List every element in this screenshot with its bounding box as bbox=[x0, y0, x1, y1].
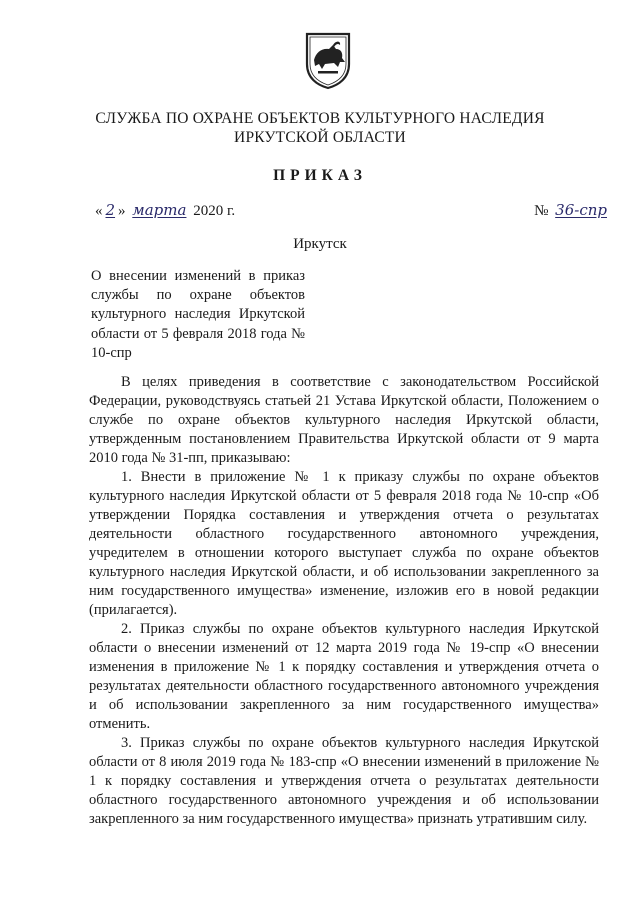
agency-name-line-2: ИРКУТСКОЙ ОБЛАСТИ bbox=[234, 129, 406, 146]
number-value: 36-спр bbox=[555, 201, 607, 219]
date-month: марта bbox=[132, 201, 187, 219]
coat-of-arms-icon bbox=[303, 30, 353, 90]
item-3-paragraph: 3. Приказ службы по охране объектов культурного наследия Иркутской области от 8 июля 2019 года № 183-спр «О внесении изменений в приложение № 1 к порядку составления и утверждения отчета о результатах деятельности областного государственного автономного учреждения и об использовании закрепленного за ним государственного имущества» признать утратившим силу. bbox=[89, 735, 599, 827]
document-title: ПРИКАЗ bbox=[273, 167, 367, 184]
date-day: 2 bbox=[105, 201, 116, 219]
document-subject: О внесении изменений в приказ службы по охране объектов культурного наследия Иркутской области от 5 февраля 2018 года № 10-спр bbox=[91, 268, 305, 361]
document-date: « 2 » марта 2020 г. bbox=[95, 201, 236, 219]
intro-paragraph: В целях приведения в соответствие с законодательством Российской Федерации, руководствуясь статьей 21 Устава Иркутской области, Положением о службе по охране объектов культурного наследия Иркутской области, утвержденным постановлением Правительства Иркутской области от 9 марта 2010 года № 31-пп, приказываю: bbox=[89, 374, 599, 466]
agency-name-line-1: СЛУЖБА ПО ОХРАНЕ ОБЪЕКТОВ КУЛЬТУРНОГО НАСЛЕДИЯ bbox=[95, 110, 545, 127]
date-year: 2020 г. bbox=[193, 203, 236, 219]
document-body bbox=[89, 373, 599, 829]
number-prefix: № bbox=[534, 203, 549, 219]
document-number bbox=[534, 201, 610, 220]
document-city: Иркутск bbox=[293, 236, 347, 252]
item-2-paragraph: 2. Приказ службы по охране объектов культурного наследия Иркутской области о внесении изменений от 12 марта 2019 года № 19-спр «О внесении изменения в приложение № 1 к порядку составления и утверждения отчета о результатах деятельности областного государственного автономного учреждения и об использовании закрепленного за ним государственного имущества» отменить. bbox=[89, 621, 599, 732]
item-1-paragraph: 1. Внести в приложение № 1 к приказу службы по охране объектов культурного наследия Иркутской области от 5 февраля 2018 года № 10-спр «Об утверждении Порядка составления и утверждения отчета о результатах деятельности областного государственного автономного учреждения, учредителем в отношении которого выступает служба по охране объектов культурного наследия Иркутской области, и об использовании закрепленного за ним государственного имущества» изменение, изложив его в новой редакции (прилагается). bbox=[89, 469, 599, 618]
